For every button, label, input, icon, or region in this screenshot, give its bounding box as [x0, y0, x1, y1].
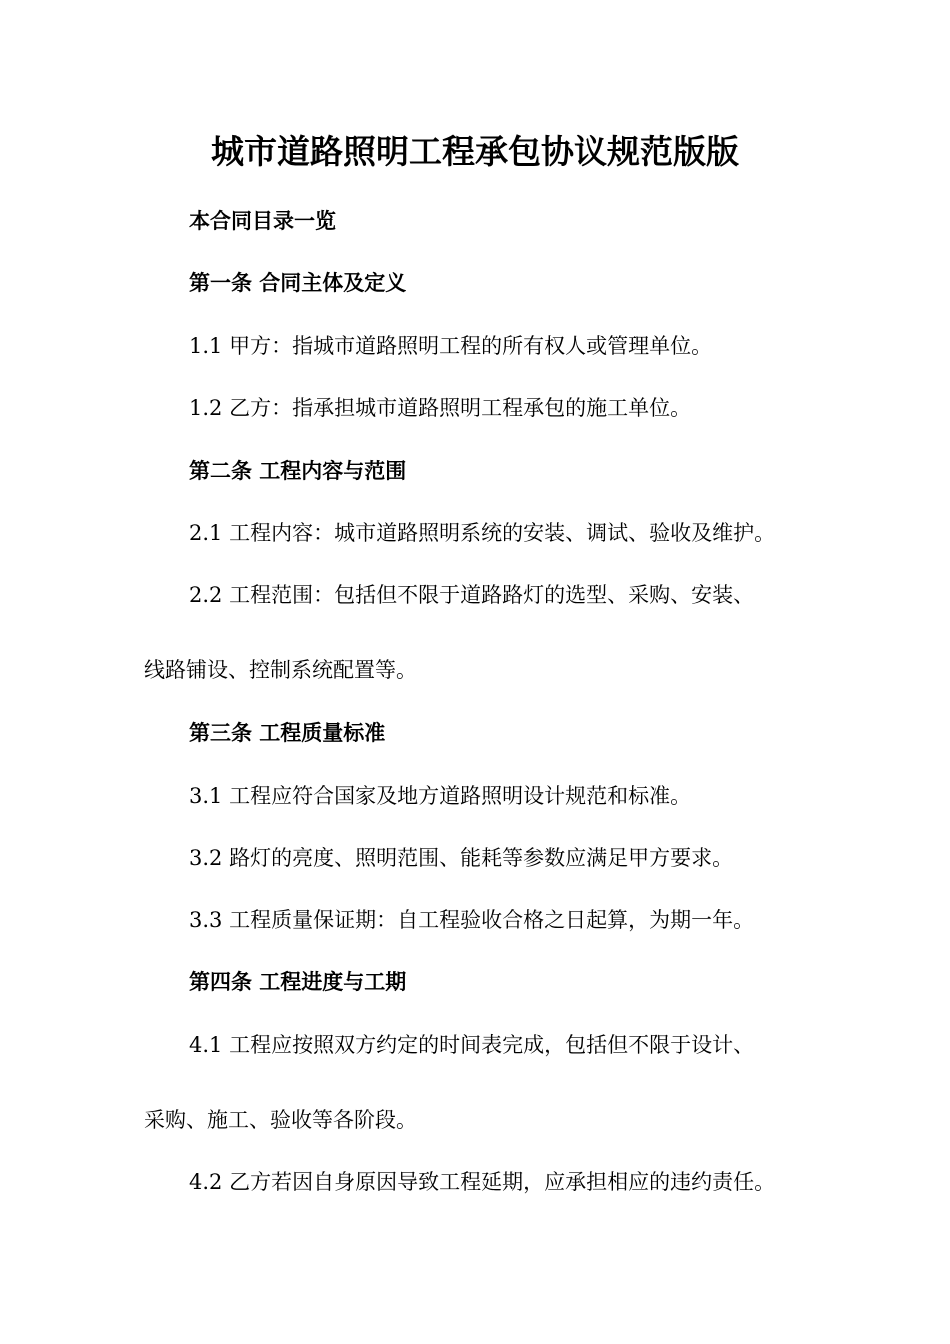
clause-2-1: 2.1 工程内容：城市道路照明系统的安装、调试、验收及维护。: [189, 521, 776, 545]
article-2-heading: 第二条 工程内容与范围: [189, 459, 407, 483]
document-title: 城市道路照明工程承包协议规范版版: [211, 132, 739, 171]
article-4-heading: 第四条 工程进度与工期: [189, 970, 407, 994]
clause-4-1: 4.1 工程应按照双方约定的时间表完成，包括但不限于设计、: [189, 1033, 755, 1057]
table-of-contents-heading: 本合同目录一览: [189, 209, 336, 233]
article-3-heading: 第三条 工程质量标准: [189, 721, 386, 745]
clause-1-1: 1.1 甲方：指城市道路照明工程的所有权人或管理单位。: [189, 334, 713, 358]
clause-2-2-continued: 线路铺设、控制系统配置等。: [144, 658, 417, 682]
clause-4-2: 4.2 乙方若因自身原因导致工程延期，应承担相应的违约责任。: [189, 1170, 776, 1194]
clause-3-2: 3.2 路灯的亮度、照明范围、能耗等参数应满足甲方要求。: [189, 846, 734, 870]
article-1-heading: 第一条 合同主体及定义: [189, 271, 407, 295]
clause-4-1-continued: 采购、施工、验收等各阶段。: [144, 1108, 417, 1132]
clause-3-3: 3.3 工程质量保证期：自工程验收合格之日起算，为期一年。: [189, 908, 755, 932]
clause-1-2: 1.2 乙方：指承担城市道路照明工程承包的施工单位。: [189, 396, 692, 420]
clause-2-2: 2.2 工程范围：包括但不限于道路路灯的选型、采购、安装、: [189, 583, 755, 607]
clause-3-1: 3.1 工程应符合国家及地方道路照明设计规范和标准。: [189, 784, 692, 808]
